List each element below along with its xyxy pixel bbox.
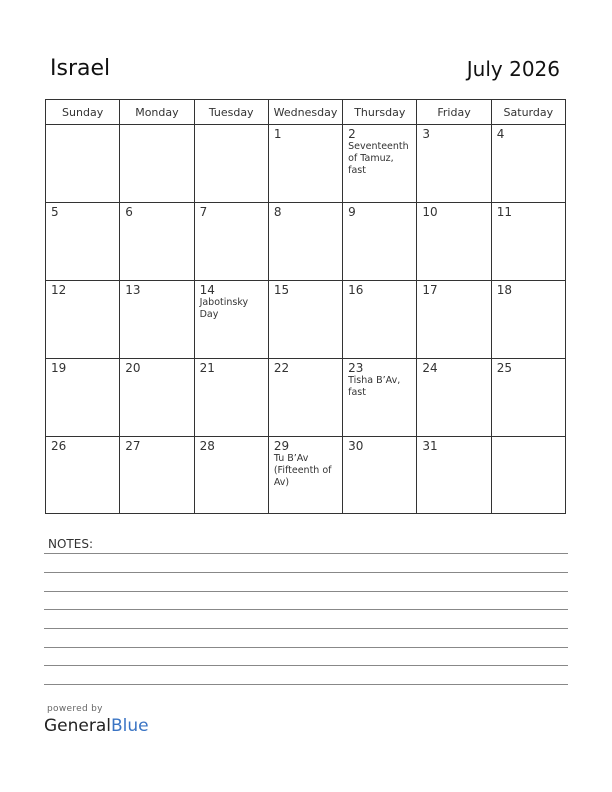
calendar-day-cell[interactable] (417, 359, 491, 437)
day-cell-content (120, 125, 193, 127)
holiday-label: Jabotinsky Day (199, 297, 249, 320)
calendar-day-cell[interactable] (194, 359, 268, 437)
day-number: 23 (348, 361, 364, 375)
weekday-header: Wednesday (268, 100, 342, 125)
calendar-day-cell[interactable] (491, 281, 565, 359)
day-number: 11 (496, 205, 512, 219)
day-number: 19 (51, 361, 67, 375)
calendar-week-row (46, 281, 566, 359)
day-number: 2 (348, 127, 356, 141)
day-number: 3 (422, 127, 431, 141)
calendar-week-row (46, 203, 566, 281)
day-cell-content (195, 281, 268, 321)
day-number: 1 (273, 127, 282, 141)
day-cell-content (269, 359, 342, 375)
brand-blue: Blue (111, 716, 149, 736)
country-title: Israel (50, 56, 111, 81)
holiday-label: Tu B’Av (Fifteenth of Av) (273, 453, 332, 488)
calendar-day-cell[interactable] (343, 281, 417, 359)
day-cell-content (343, 437, 416, 453)
calendar-day-cell[interactable] (491, 359, 565, 437)
day-cell-content (195, 125, 268, 127)
day-number: 16 (348, 283, 364, 297)
day-cell-content (46, 125, 119, 127)
day-number: 17 (422, 283, 438, 297)
calendar-day-cell[interactable] (46, 281, 120, 359)
calendar-week-row (46, 125, 566, 203)
day-cell-content (269, 125, 342, 141)
calendar-day-cell[interactable] (417, 437, 491, 514)
weekday-header-row (46, 100, 566, 125)
calendar-day-cell[interactable] (268, 125, 342, 203)
day-number: 14 (199, 283, 215, 297)
calendar-day-cell[interactable] (343, 437, 417, 514)
calendar-day-cell[interactable] (120, 281, 194, 359)
weekday-header: Saturday (491, 100, 565, 125)
day-cell-content (46, 203, 119, 219)
day-number: 25 (496, 361, 512, 375)
calendar-day-cell[interactable] (194, 125, 268, 203)
notes-line (44, 553, 568, 554)
calendar-day-cell[interactable] (46, 437, 120, 514)
notes-line (44, 591, 568, 592)
calendar-day-cell[interactable] (120, 437, 194, 514)
day-cell-content (120, 359, 193, 375)
day-number: 29 (273, 439, 290, 453)
day-cell-content (120, 281, 193, 297)
day-cell-content (492, 437, 565, 439)
day-number: 27 (125, 439, 141, 453)
day-cell-content (195, 359, 268, 375)
day-cell-content (343, 281, 416, 297)
calendar-day-cell[interactable] (268, 281, 342, 359)
weekday-header: Thursday (343, 100, 417, 125)
weekday-header: Monday (120, 100, 194, 125)
day-cell-content (492, 281, 565, 297)
day-cell-content (343, 203, 416, 219)
day-number: 21 (199, 361, 215, 375)
calendar-day-cell[interactable] (417, 203, 491, 281)
calendar-day-cell[interactable] (194, 281, 268, 359)
day-cell-content (269, 281, 342, 297)
day-cell-content (120, 203, 193, 219)
calendar-day-cell[interactable] (46, 359, 120, 437)
day-cell-content (46, 437, 119, 453)
notes-line (44, 684, 568, 685)
day-number: 7 (199, 205, 208, 219)
day-cell-content (269, 203, 342, 219)
day-number: 15 (273, 283, 290, 297)
day-cell-content (417, 125, 490, 141)
day-number: 12 (51, 283, 67, 297)
notes-line (44, 628, 568, 629)
holiday-label: Tisha B’Av, fast (348, 375, 401, 398)
calendar-day-cell[interactable] (417, 125, 491, 203)
day-cell-content (492, 203, 565, 219)
day-cell-content (417, 359, 490, 375)
holiday-label: Seventeenth of Tamuz, fast (348, 141, 409, 176)
calendar-day-cell[interactable] (120, 125, 194, 203)
calendar-day-cell[interactable] (268, 359, 342, 437)
calendar-day-cell[interactable] (491, 203, 565, 281)
day-number: 4 (496, 127, 505, 141)
notes-label: NOTES: (48, 537, 93, 551)
day-number: 18 (496, 283, 512, 297)
calendar-day-cell[interactable] (268, 437, 342, 514)
day-number: 26 (51, 439, 67, 453)
day-number: 30 (348, 439, 364, 453)
calendar-day-cell[interactable] (491, 125, 565, 203)
brand-logo[interactable] (44, 716, 149, 736)
day-number: 20 (125, 361, 141, 375)
powered-by-text: powered by (47, 704, 103, 714)
calendar-day-cell[interactable] (343, 359, 417, 437)
day-cell-content (492, 359, 565, 375)
notes-line (44, 609, 568, 610)
notes-line (44, 647, 568, 648)
calendar-day-cell[interactable] (46, 203, 120, 281)
calendar-day-cell[interactable] (417, 281, 491, 359)
weekday-header: Sunday (46, 100, 120, 125)
day-cell-content (46, 281, 119, 297)
day-number: 28 (199, 439, 215, 453)
calendar-day-cell[interactable] (194, 437, 268, 514)
day-cell-content (46, 359, 119, 375)
day-cell-content (120, 437, 193, 453)
calendar-week-row (46, 437, 566, 514)
day-cell-content (417, 203, 490, 219)
day-number: 8 (273, 205, 282, 219)
calendar-day-cell[interactable] (343, 125, 417, 203)
calendar-day-cell[interactable] (194, 203, 268, 281)
day-cell-content (343, 359, 416, 399)
calendar-week-row (46, 359, 566, 437)
day-cell-content (417, 437, 490, 453)
day-cell-content (343, 125, 416, 177)
weekday-header: Friday (417, 100, 491, 125)
day-number: 9 (348, 205, 356, 219)
day-number: 22 (273, 361, 290, 375)
day-number: 5 (51, 205, 59, 219)
calendar-day-cell[interactable] (268, 203, 342, 281)
month-year-title: July 2026 (466, 57, 560, 81)
calendar-day-cell[interactable] (491, 437, 565, 514)
brand-general: General (44, 716, 111, 736)
day-number: 13 (125, 283, 141, 297)
calendar-day-cell[interactable] (120, 203, 194, 281)
calendar-grid (45, 99, 566, 514)
calendar-day-cell[interactable] (46, 125, 120, 203)
notes-line (44, 665, 568, 666)
day-cell-content (417, 281, 490, 297)
day-number: 10 (422, 205, 438, 219)
day-number: 6 (125, 205, 133, 219)
notes-line (44, 572, 568, 573)
weekday-header: Tuesday (194, 100, 268, 125)
day-number: 31 (422, 439, 438, 453)
day-cell-content (492, 125, 565, 141)
day-cell-content (195, 203, 268, 219)
calendar-day-cell[interactable] (343, 203, 417, 281)
day-cell-content (195, 437, 268, 453)
day-cell-content (269, 437, 342, 489)
day-number: 24 (422, 361, 438, 375)
calendar-day-cell[interactable] (120, 359, 194, 437)
